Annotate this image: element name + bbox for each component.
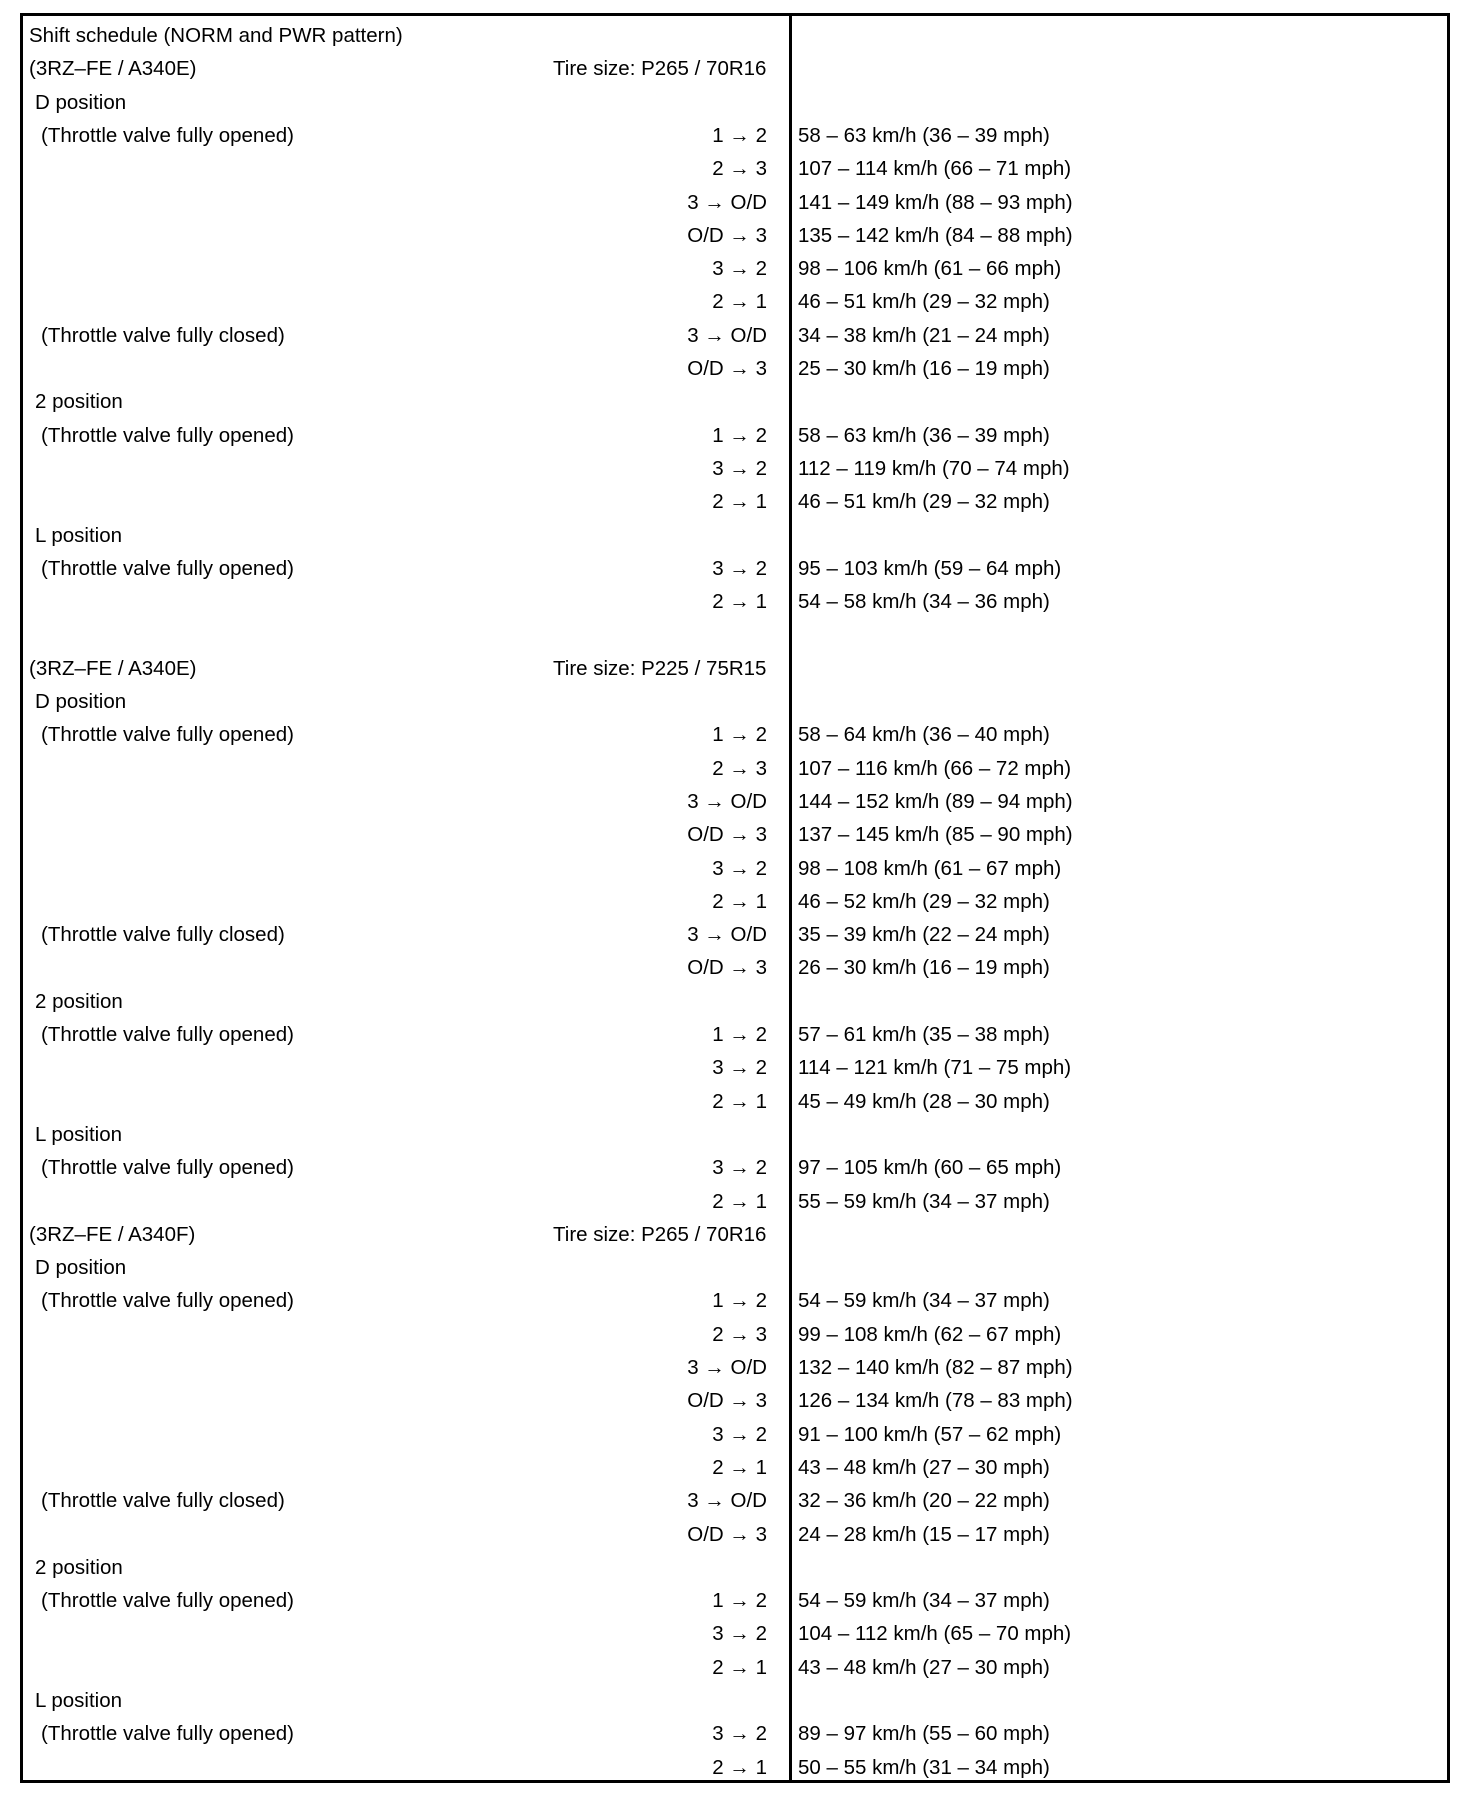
table-row bbox=[23, 552, 1447, 585]
shift-point: 3 → O/D bbox=[687, 923, 767, 947]
table-row bbox=[23, 1018, 1447, 1051]
shift-speed: 25 – 30 km/h (16 – 19 mph) bbox=[798, 357, 1050, 380]
table-row bbox=[23, 1118, 1447, 1151]
table-row bbox=[23, 52, 1447, 85]
table-row bbox=[23, 252, 1447, 285]
shift-speed: 54 – 59 km/h (34 – 37 mph) bbox=[798, 1589, 1050, 1613]
shift-point: 3 → 2 bbox=[712, 1056, 767, 1080]
shift-point: 2 → 1 bbox=[712, 1455, 767, 1479]
shift-point: 3 → 2 bbox=[712, 1156, 767, 1180]
table-row bbox=[23, 1318, 1447, 1351]
shift-point: 2 → 1 bbox=[712, 290, 767, 314]
row-label: 2 position bbox=[35, 989, 123, 1013]
shift-speed: 58 – 63 km/h (36 – 39 mph) bbox=[798, 423, 1050, 447]
row-label: L position bbox=[35, 1689, 122, 1712]
row-label: D position bbox=[35, 1256, 127, 1280]
table-row bbox=[23, 419, 1447, 452]
table-row bbox=[23, 1251, 1447, 1284]
shift-speed: 91 – 100 km/h (57 – 62 mph) bbox=[798, 1422, 1062, 1446]
table-row bbox=[23, 1151, 1447, 1184]
shift-point: 3 → 2 bbox=[712, 456, 767, 480]
row-label: (Throttle valve fully opened) bbox=[41, 423, 294, 447]
table-row bbox=[23, 718, 1447, 751]
shift-speed: 54 – 59 km/h (34 – 37 mph) bbox=[798, 1289, 1050, 1313]
shift-speed: 114 – 121 km/h (71 – 75 mph) bbox=[798, 1056, 1072, 1080]
table-row bbox=[23, 818, 1447, 851]
table-row bbox=[23, 585, 1447, 618]
shift-speed: 95 – 103 km/h (59 – 64 mph) bbox=[798, 556, 1062, 580]
table-row bbox=[23, 1717, 1447, 1750]
shift-speed: 89 – 97 km/h (55 – 60 mph) bbox=[798, 1722, 1050, 1746]
shift-speed: 46 – 51 km/h (29 – 32 mph) bbox=[798, 490, 1050, 514]
shift-point: 3 → 2 bbox=[712, 1422, 767, 1446]
table-row bbox=[23, 1751, 1447, 1784]
shift-point: 2 → 1 bbox=[712, 889, 767, 913]
shift-speed: 26 – 30 km/h (16 – 19 mph) bbox=[798, 956, 1050, 980]
table-row bbox=[23, 219, 1447, 252]
table-row bbox=[23, 152, 1447, 185]
table-row bbox=[23, 1284, 1447, 1317]
shift-speed: 135 – 142 km/h (84 – 88 mph) bbox=[798, 223, 1073, 247]
table-row bbox=[23, 1085, 1447, 1118]
row-label: (Throttle valve fully opened) bbox=[41, 1289, 294, 1313]
shift-point: 2 → 3 bbox=[712, 1322, 767, 1346]
shift-speed: 97 – 105 km/h (60 – 65 mph) bbox=[798, 1156, 1062, 1180]
shift-speed: 98 – 106 km/h (61 – 66 mph) bbox=[798, 257, 1062, 281]
shift-speed: 35 – 39 km/h (22 – 24 mph) bbox=[798, 923, 1050, 947]
shift-speed: 144 – 152 km/h (89 – 94 mph) bbox=[798, 789, 1073, 813]
table-row bbox=[23, 1218, 1447, 1251]
tire-size: Tire size: P265 / 70R16 bbox=[553, 1222, 767, 1246]
row-label: (Throttle valve fully closed) bbox=[41, 323, 285, 347]
row-label: (Throttle valve fully opened) bbox=[41, 723, 294, 747]
row-label: D position bbox=[35, 90, 127, 114]
row-label: (Throttle valve fully opened) bbox=[41, 123, 294, 147]
row-label: D position bbox=[35, 690, 127, 713]
shift-point: 3 → O/D bbox=[687, 190, 767, 214]
shift-speed: 141 – 149 km/h (88 – 93 mph) bbox=[798, 190, 1073, 214]
row-label: (Throttle valve fully closed) bbox=[41, 923, 285, 947]
table-row bbox=[23, 285, 1447, 318]
shift-speed: 34 – 38 km/h (21 – 24 mph) bbox=[798, 323, 1050, 347]
row-label: (Throttle valve fully opened) bbox=[41, 556, 294, 580]
shift-speed: 46 – 52 km/h (29 – 32 mph) bbox=[798, 889, 1050, 913]
shift-speed: 43 – 48 km/h (27 – 30 mph) bbox=[798, 1655, 1050, 1679]
shift-point: 3 → 2 bbox=[712, 1722, 767, 1746]
table-row bbox=[23, 1418, 1447, 1451]
table-row bbox=[23, 752, 1447, 785]
shift-point: O/D → 3 bbox=[687, 1522, 767, 1546]
shift-point: O/D → 3 bbox=[687, 357, 767, 380]
table-row bbox=[23, 119, 1447, 152]
shift-point: 2 → 1 bbox=[712, 1089, 767, 1113]
shift-speed: 55 – 59 km/h (34 – 37 mph) bbox=[798, 1189, 1050, 1213]
table-row bbox=[23, 1384, 1447, 1417]
table-row bbox=[23, 1651, 1447, 1684]
shift-point: 3 → 2 bbox=[712, 257, 767, 281]
shift-speed: 112 – 119 km/h (70 – 74 mph) bbox=[798, 456, 1070, 480]
table-row bbox=[23, 452, 1447, 485]
table-row bbox=[23, 385, 1447, 418]
shift-speed: 104 – 112 km/h (65 – 70 mph) bbox=[798, 1622, 1072, 1646]
table-row bbox=[23, 885, 1447, 918]
table-row bbox=[23, 1051, 1447, 1084]
shift-point: 2 → 3 bbox=[712, 756, 767, 780]
table-row bbox=[23, 652, 1447, 685]
shift-speed: 132 – 140 km/h (82 – 87 mph) bbox=[798, 1356, 1073, 1379]
shift-speed: 99 – 108 km/h (62 – 67 mph) bbox=[798, 1322, 1062, 1346]
row-label: (3RZ–FE / A340F) bbox=[29, 1222, 196, 1246]
shift-point: 2 → 1 bbox=[712, 1655, 767, 1679]
table-row bbox=[23, 319, 1447, 352]
shift-speed: 57 – 61 km/h (35 – 38 mph) bbox=[798, 1023, 1050, 1046]
shift-point: 1 → 2 bbox=[712, 123, 767, 147]
shift-point: 3 → O/D bbox=[687, 1356, 767, 1379]
row-label: 2 position bbox=[35, 1555, 123, 1579]
table-row bbox=[23, 985, 1447, 1018]
table-row bbox=[23, 519, 1447, 552]
shift-speed: 107 – 114 km/h (66 – 71 mph) bbox=[798, 157, 1072, 181]
shift-point: 3 → O/D bbox=[687, 1489, 767, 1513]
shift-speed: 58 – 64 km/h (36 – 40 mph) bbox=[798, 723, 1050, 747]
shift-point: 2 → 1 bbox=[712, 490, 767, 514]
row-label: L position bbox=[35, 523, 122, 547]
row-label: L position bbox=[35, 1122, 122, 1146]
shift-point: O/D → 3 bbox=[687, 1389, 767, 1413]
shift-point: 2 → 1 bbox=[712, 590, 767, 614]
shift-speed: 98 – 108 km/h (61 – 67 mph) bbox=[798, 856, 1062, 880]
row-label: 2 position bbox=[35, 390, 123, 414]
table-row bbox=[23, 19, 1447, 52]
table-row bbox=[23, 1584, 1447, 1617]
shift-speed: 43 – 48 km/h (27 – 30 mph) bbox=[798, 1455, 1050, 1479]
shift-speed: 24 – 28 km/h (15 – 17 mph) bbox=[798, 1522, 1050, 1546]
table-row bbox=[23, 685, 1447, 718]
table-row bbox=[23, 1451, 1447, 1484]
row-label: (3RZ–FE / A340E) bbox=[29, 57, 197, 81]
row-label: Shift schedule (NORM and PWR pattern) bbox=[29, 24, 403, 47]
row-label: (3RZ–FE / A340E) bbox=[29, 656, 197, 680]
shift-point: 1 → 2 bbox=[712, 1023, 767, 1046]
shift-point: 2 → 1 bbox=[712, 1755, 767, 1779]
tire-size: Tire size: P225 / 75R15 bbox=[553, 656, 767, 680]
shift-speed: 32 – 36 km/h (20 – 22 mph) bbox=[798, 1489, 1050, 1513]
table-row bbox=[23, 1351, 1447, 1384]
row-label: (Throttle valve fully opened) bbox=[41, 1023, 294, 1046]
table-row bbox=[23, 918, 1447, 951]
table-row bbox=[23, 1518, 1447, 1551]
shift-schedule-table bbox=[20, 13, 1450, 1783]
table-row bbox=[23, 1684, 1447, 1717]
shift-point: 3 → 2 bbox=[712, 556, 767, 580]
shift-point: 1 → 2 bbox=[712, 423, 767, 447]
shift-point: O/D → 3 bbox=[687, 823, 767, 847]
table-row bbox=[23, 1551, 1447, 1584]
shift-point: O/D → 3 bbox=[687, 223, 767, 247]
table-row bbox=[23, 852, 1447, 885]
row-label: (Throttle valve fully opened) bbox=[41, 1589, 294, 1613]
tire-size: Tire size: P265 / 70R16 bbox=[553, 57, 767, 81]
shift-speed: 58 – 63 km/h (36 – 39 mph) bbox=[798, 123, 1050, 147]
table-row bbox=[23, 352, 1447, 385]
table-row bbox=[23, 485, 1447, 518]
shift-point: 3 → 2 bbox=[712, 1622, 767, 1646]
row-label: (Throttle valve fully opened) bbox=[41, 1722, 294, 1746]
shift-point: 2 → 1 bbox=[712, 1189, 767, 1213]
table-row bbox=[23, 785, 1447, 818]
shift-point: 3 → O/D bbox=[687, 323, 767, 347]
table-row bbox=[23, 618, 1447, 651]
shift-speed: 45 – 49 km/h (28 – 30 mph) bbox=[798, 1089, 1050, 1113]
table-row bbox=[23, 1185, 1447, 1218]
shift-point: 1 → 2 bbox=[712, 723, 767, 747]
shift-point: O/D → 3 bbox=[687, 956, 767, 980]
shift-speed: 54 – 58 km/h (34 – 36 mph) bbox=[798, 590, 1050, 614]
shift-speed: 126 – 134 km/h (78 – 83 mph) bbox=[798, 1389, 1073, 1413]
shift-point: 1 → 2 bbox=[712, 1289, 767, 1313]
shift-point: 3 → O/D bbox=[687, 789, 767, 813]
shift-speed: 50 – 55 km/h (31 – 34 mph) bbox=[798, 1755, 1050, 1779]
table-row bbox=[23, 951, 1447, 984]
row-label: (Throttle valve fully opened) bbox=[41, 1156, 294, 1180]
table-row bbox=[23, 1484, 1447, 1517]
shift-point: 2 → 3 bbox=[712, 157, 767, 181]
shift-speed: 46 – 51 km/h (29 – 32 mph) bbox=[798, 290, 1050, 314]
shift-point: 3 → 2 bbox=[712, 856, 767, 880]
shift-speed: 137 – 145 km/h (85 – 90 mph) bbox=[798, 823, 1073, 847]
row-label: (Throttle valve fully closed) bbox=[41, 1489, 285, 1513]
shift-point: 1 → 2 bbox=[712, 1589, 767, 1613]
table-row bbox=[23, 186, 1447, 219]
shift-speed: 107 – 116 km/h (66 – 72 mph) bbox=[798, 756, 1072, 780]
table-row bbox=[23, 86, 1447, 119]
table-row bbox=[23, 1617, 1447, 1650]
